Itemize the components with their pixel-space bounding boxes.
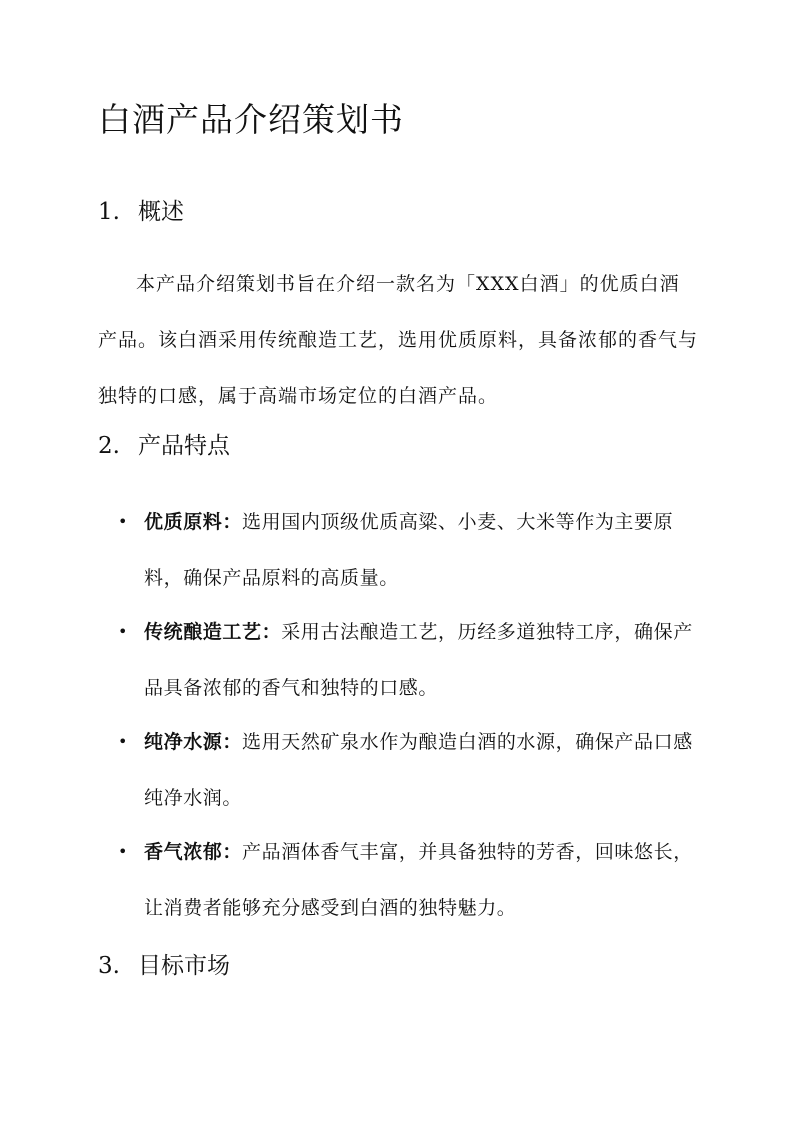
list-item bbox=[118, 714, 698, 826]
list-item-term: 纯净水源： bbox=[144, 731, 243, 753]
bullet-icon: • bbox=[118, 732, 129, 751]
list-item bbox=[118, 824, 698, 936]
section-heading-target-market bbox=[98, 950, 230, 982]
list-item-body bbox=[144, 494, 698, 606]
list-item bbox=[118, 604, 698, 716]
list-item-term: 优质原料： bbox=[144, 511, 243, 533]
section-title: 目标市场 bbox=[138, 953, 230, 979]
list-item-term: 传统酿造工艺： bbox=[144, 621, 282, 643]
list-item bbox=[118, 494, 698, 606]
list-item-body bbox=[144, 824, 698, 936]
list-item-text: 产品酒体香气丰富，并具备独特的芳香，回味悠长，让消费者能够充分感受到白酒的独特魅力。 bbox=[144, 841, 693, 919]
list-item-text: 选用天然矿泉水作为酿造白酒的水源，确保产品口感纯净水润。 bbox=[144, 731, 693, 809]
section-heading-features bbox=[98, 430, 230, 462]
section-heading-overview bbox=[98, 196, 184, 228]
overview-paragraph: 本产品介绍策划书旨在介绍一款名为「XXX白酒」的优质白酒产品。该白酒采用传统酿造工艺，选用优质原料，具备浓郁的香气与独特的口感，属于高端市场定位的白酒产品。 bbox=[98, 273, 699, 407]
document-title: 白酒产品介绍策划书 bbox=[98, 100, 404, 139]
list-item-text: 选用国内顶级优质高粱、小麦、大米等作为主要原料，确保产品原料的高质量。 bbox=[144, 511, 674, 589]
list-item-text: 采用古法酿造工艺，历经多道独特工序，确保产品具备浓郁的香气和独特的口感。 bbox=[144, 621, 693, 699]
list-item-term: 香气浓郁： bbox=[144, 841, 243, 863]
section-number: 3. bbox=[98, 953, 120, 979]
bullet-icon: • bbox=[118, 622, 129, 641]
section-title: 概述 bbox=[138, 199, 184, 225]
section-title: 产品特点 bbox=[138, 433, 230, 459]
list-item-body bbox=[144, 714, 698, 826]
section-number: 2. bbox=[98, 433, 120, 459]
list-item-body bbox=[144, 604, 698, 716]
bullet-icon: • bbox=[118, 512, 129, 531]
section-number: 1. bbox=[98, 199, 120, 225]
bullet-icon: • bbox=[118, 842, 129, 861]
